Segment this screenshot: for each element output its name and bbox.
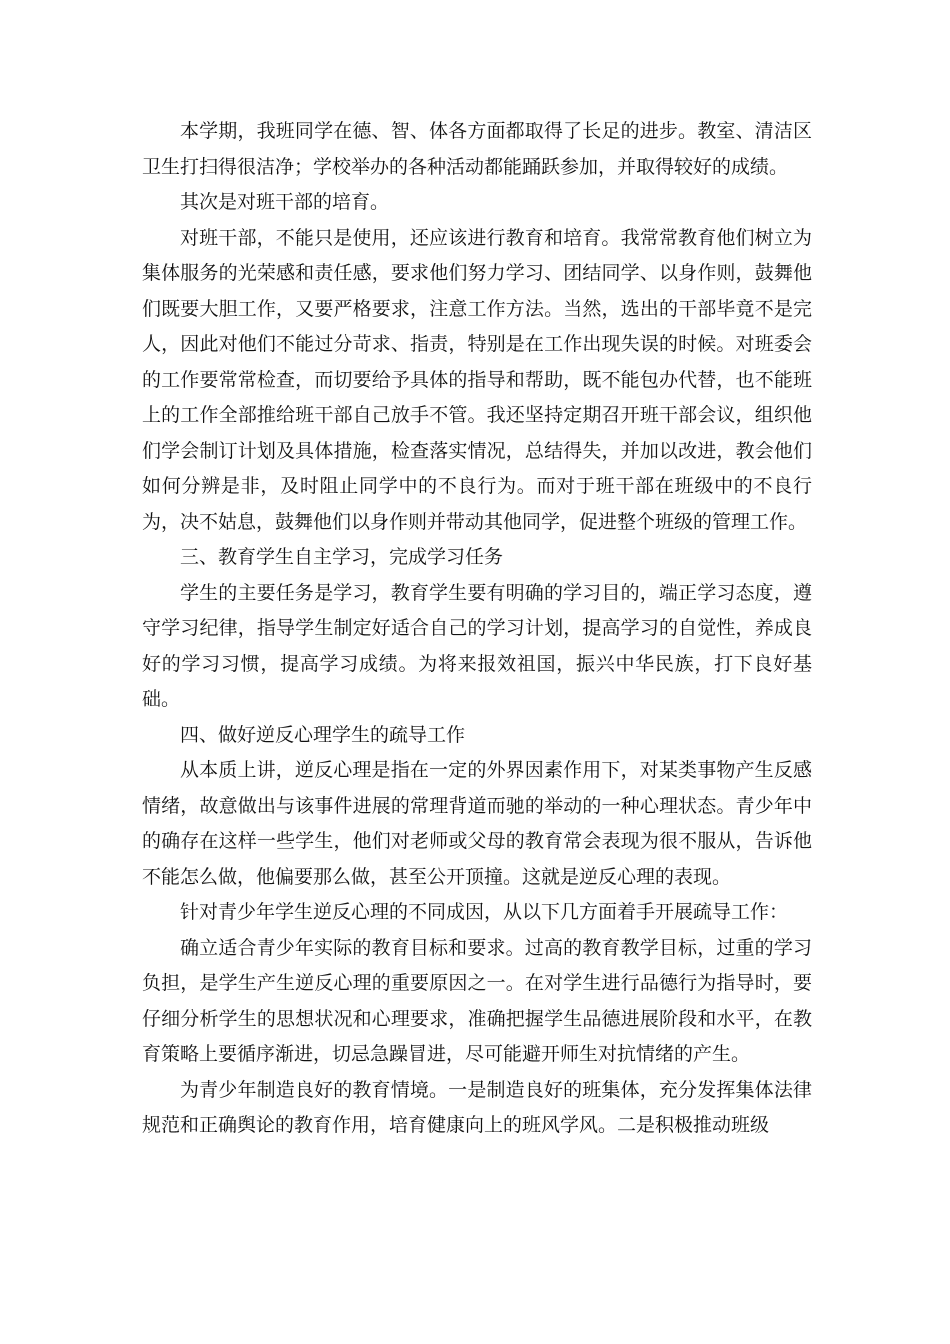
paragraph-education-environment: 为青少年制造良好的教育情境。一是制造良好的班集体，充分发挥集体法律规范和正确舆论的教育作用，培育健康向上的班风学风。二是积极推动班级 xyxy=(142,1078,812,1136)
paragraph-rebellious-psychology: 从本质上讲，逆反心理是指在一定的外界因素作用下，对某类事物产生反感情绪，故意做出与该事件进展的常理背道而驰的举动的一种心理状态。青少年中的确存在这样一些学生，他们对老师或父母的教育常会表现为很不服从，告诉他不能怎么做，他偏要那么做，甚至公开顶撞。这就是逆反心理的表现。 xyxy=(142,759,812,888)
document-body xyxy=(142,114,812,1144)
heading-section-three: 三、教育学生自主学习，完成学习任务 xyxy=(180,546,504,568)
paragraph-cadre-details: 对班干部，不能只是使用，还应该进行教育和培育。我常常教育他们树立为集体服务的光荣感和责任感，要求他们努力学习、团结同学、以身作则，鼓舞他们既要大胆工作，又要严格要求，注意工作方法。当然，选出的干部毕竟不是完人，因此对他们不能过分苛求、指责，特别是在工作出现失误的时候。对班委会的工作要常常检查，而切要给予具体的指导和帮助，既不能包办代替，也不能班上的工作全部推给班干部自己放手不管。我还坚持定期召开班干部会议，组织他们学会制订计划及具体措施，检查落实情况，总结得失，并加以改进，教会他们如何分辨是非，及时阻止同学中的不良行为。而对于班干部在班级中的不良行为，决不姑息，鼓舞他们以身作则并带动其他同学，促进整个班级的管理工作。 xyxy=(142,226,812,533)
paragraph-class-progress: 本学期，我班同学在德、智、体各方面都取得了长足的进步。教室、清洁区卫生打扫得很洁净；学校举办的各种活动都能踊跃参加，并取得较好的成绩。 xyxy=(142,120,812,178)
paragraph-counseling-intro: 针对青少年学生逆反心理的不同成因，从以下几方面着手开展疏导工作： xyxy=(180,901,789,923)
paragraph-study-tasks: 学生的主要任务是学习，教育学生要有明确的学习目的，端正学习态度，遵守学习纪律，指导学生制定好适合自己的学习计划，提高学习的自觉性，养成良好的学习习惯，提高学习成绩。为将来报效祖国，振兴中华民族，打下良好基础。 xyxy=(142,581,812,710)
paragraph-cadre-cultivation: 其次是对班干部的培育。 xyxy=(180,191,390,213)
heading-section-four: 四、做好逆反心理学生的疏导工作 xyxy=(180,723,466,746)
paragraph-education-goals: 确立适合青少年实际的教育目标和要求。过高的教育教学目标，过重的学习负担，是学生产生逆反心理的重要原因之一。在对学生进行品德行为指导时，要仔细分析学生的思想状况和心理要求，准确把握学生品德进展阶段和水平，在教育策略上要循序渐进，切忌急躁冒进，尽可能避开师生对抗情绪的产生。 xyxy=(142,936,812,1065)
